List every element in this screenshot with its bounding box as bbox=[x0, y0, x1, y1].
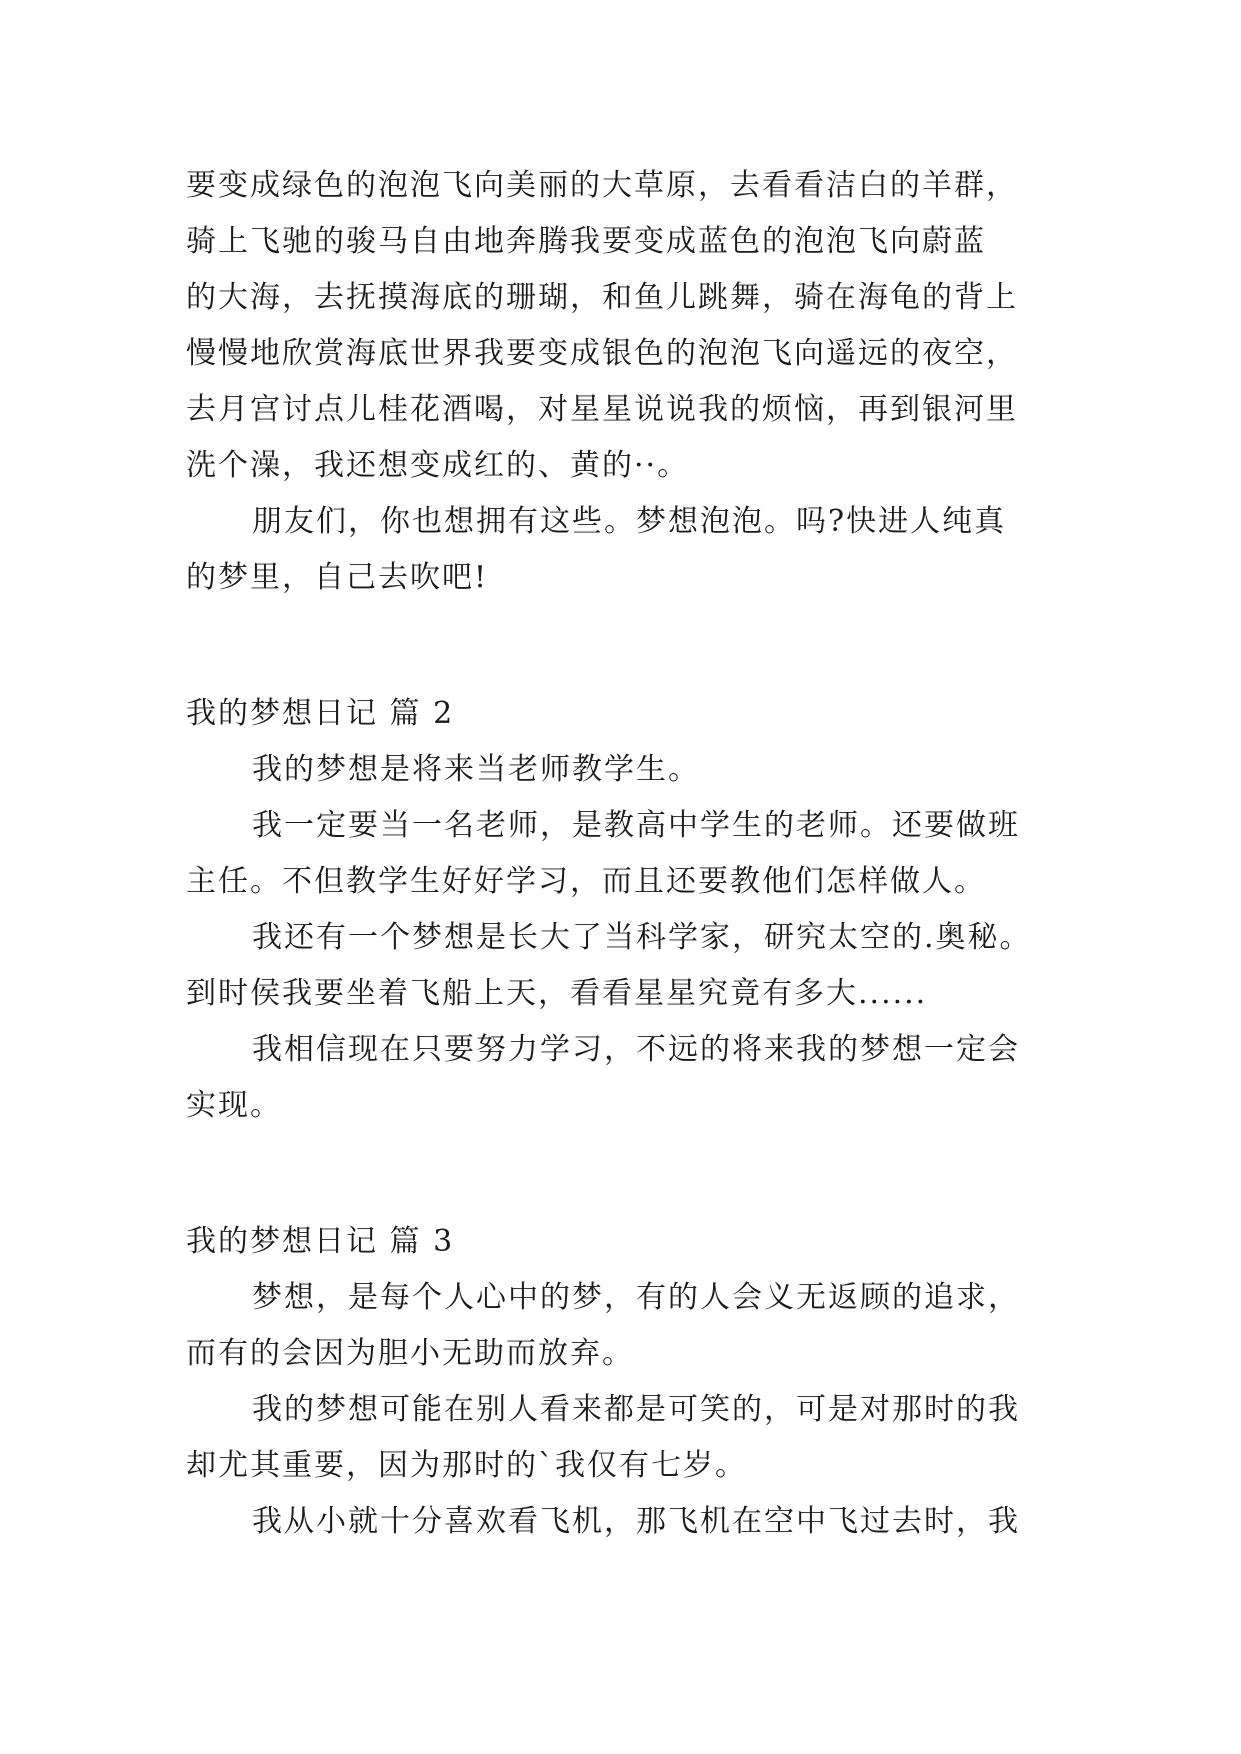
paragraph-line: 我还有一个梦想是长大了当科学家，研究太空的.奥秘。 bbox=[252, 920, 1032, 955]
paragraph-line: 骑上飞驰的骏马自由地奔腾我要变成蓝色的泡泡飞向蔚蓝 bbox=[186, 224, 986, 259]
section-heading: 我的梦想日记 篇 3 bbox=[186, 1224, 455, 1259]
paragraph-line: 我的梦想可能在别人看来都是可笑的，可是对那时的我 bbox=[252, 1392, 1020, 1427]
section-spacer bbox=[186, 606, 1066, 686]
paragraph-line: 梦想，是每个人心中的梦，有的人会义无返顾的追求， bbox=[252, 1280, 1020, 1315]
paragraph-line: 却尤其重要，因为那时的`我仅有七岁。 bbox=[186, 1448, 747, 1483]
paragraph-line: 的大海，去抚摸海底的珊瑚，和鱼儿跳舞，骑在海龟的背上 bbox=[186, 280, 1018, 315]
paragraph-line: 我一定要当一名老师，是教高中学生的老师。还要做班 bbox=[252, 808, 1020, 843]
paragraph-line: 到时侯我要坐着飞船上天，看看星星究竟有多大...... bbox=[186, 976, 928, 1011]
paragraph-line: 要变成绿色的泡泡飞向美丽的大草原，去看看洁白的羊群， bbox=[186, 168, 1018, 203]
paragraph-line: 慢慢地欣赏海底世界我要变成银色的泡泡飞向遥远的夜空， bbox=[186, 336, 1018, 371]
paragraph-line: 的梦里，自己去吹吧! bbox=[186, 560, 489, 595]
section-spacer bbox=[186, 1134, 1066, 1214]
section-heading: 我的梦想日记 篇 2 bbox=[186, 696, 455, 731]
paragraph-line: 洗个澡，我还想变成红的、黄的··。 bbox=[186, 448, 690, 483]
paragraph-line: 主任。不但教学生好好学习，而且还要教他们怎样做人。 bbox=[186, 864, 986, 899]
paragraph-line: 我相信现在只要努力学习，不远的将来我的梦想一定会 bbox=[252, 1032, 1020, 1067]
paragraph-line: 我的梦想是将来当老师教学生。 bbox=[252, 752, 700, 787]
paragraph-line: 去月宫讨点儿桂花酒喝，对星星说说我的烦恼，再到银河里 bbox=[186, 392, 1018, 427]
document-body bbox=[186, 158, 1066, 1550]
paragraph-line: 而有的会因为胆小无助而放弃。 bbox=[186, 1336, 634, 1371]
paragraph-line: 朋友们，你也想拥有这些。梦想泡泡。吗?快进人纯真 bbox=[252, 504, 1007, 539]
paragraph-line: 实现。 bbox=[186, 1088, 282, 1123]
paragraph-line: 我从小就十分喜欢看飞机，那飞机在空中飞过去时，我 bbox=[252, 1504, 1020, 1539]
